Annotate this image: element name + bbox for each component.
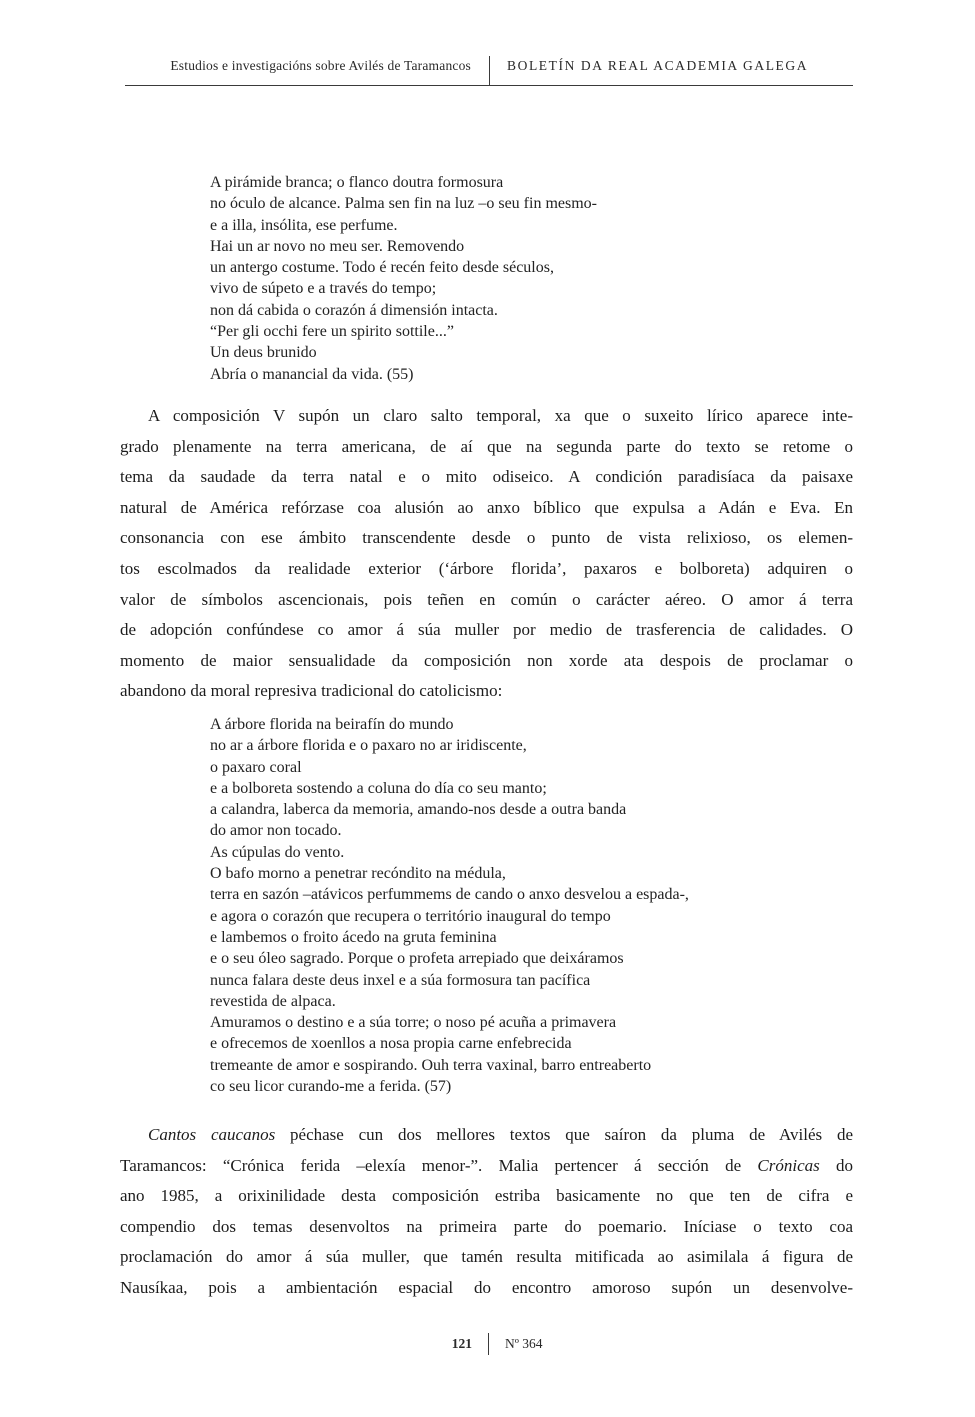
poem-line: no ar a árbore florida e o paxaro no ar iridiscente, (210, 737, 527, 755)
poem-line: do amor non tocado. (210, 822, 342, 840)
text-line: valor de símbolos ascencionais, pois teñen en común o carácter aéreo. O amor á terra (120, 589, 853, 609)
italic-text: Cantos caucanos (148, 1125, 276, 1144)
body-paragraph-1 (120, 401, 853, 707)
poem-line: nunca falara deste deus inxel e a súa formosura tan pacífica (210, 971, 591, 989)
poem-line: Un deus brunido (210, 344, 317, 362)
poem-quote-2 (210, 714, 689, 1097)
poem-line: non dá cabida o corazón á dimensión intacta. (210, 301, 498, 319)
page-footer (125, 1333, 853, 1355)
text-line: grado plenamente na terra americana, de aí que na segunda parte do texto se retome o (120, 436, 853, 456)
running-head-left: Estudios e investigacións sobre Avilés de Taramancos (125, 56, 490, 85)
poem-line: Abría o manancial da vida. (55) (210, 365, 414, 383)
poem-line: A pirámide branca; o flanco doutra formosura (210, 174, 504, 191)
text-line: compendio dos temas desenvoltos na primeira parte do poemario. Iníciase o texto coa (120, 1216, 853, 1236)
page-header (125, 56, 853, 86)
poem-line: e ofrecemos de xoenllos a nosa propia carne enfebrecida (210, 1035, 572, 1053)
issue-number: Nº 364 (505, 1336, 543, 1351)
poem-line: As cúpulas do vento. (210, 843, 345, 861)
poem-line: o paxaro coral (210, 758, 302, 776)
italic-text: Crónicas (757, 1155, 820, 1175)
poem-line: a calandra, laberca da memoria, amando-nos desde a outra banda (210, 801, 627, 819)
text-line: tema da saudade da terra natal e o mito odiseico. A condición paradisíaca da paisaxe (120, 467, 853, 487)
text-line: tos escolmados da realidade exterior (‘árbore florida’, paxaros e bolboreta) adquiren o (120, 558, 853, 578)
text-line (120, 1151, 853, 1182)
poem-line: revestida de alpaca. (210, 992, 336, 1010)
poem-line: e o seu óleo sagrado. Porque o profeta arrepiado que deixáramos (210, 950, 624, 968)
text-line: momento de maior sensualidade da composición non xorde ata despois de proclamar o (120, 650, 853, 670)
page-number: 121 (125, 1333, 489, 1355)
running-head-right: BOLETÍN DA REAL ACADEMIA GALEGA (507, 58, 809, 73)
poem-line: no óculo de alcance. Palma sen fin na luz –o seu fin mesmo- (210, 195, 597, 213)
poem-line: Amuramos o destino e a súa torre; o noso pé acuña a primavera (210, 1014, 617, 1032)
poem-line: e a bolboreta sostendo a coluna do día co seu manto; (210, 779, 547, 797)
plain-text: péchase cun dos mellores textos que saíron da pluma de Avilés de (275, 1125, 853, 1144)
plain-text: Taramancos: “Crónica ferida –elexía menor-”. Malia pertencer á sección de (120, 1155, 758, 1175)
poem-line: A árbore florida na beirafín do mundo (210, 716, 454, 733)
text-line: consonancia con ese ámbito transcendente desde o punto de vista relixioso, os elemen- (120, 528, 853, 548)
poem-line: e agora o corazón que recupera o território inaugural do tempo (210, 907, 611, 925)
plain-text: do (819, 1155, 854, 1175)
poem-line: “Per gli occhi fere un spirito sottile...” (210, 323, 454, 341)
poem-quote-1 (210, 172, 597, 385)
text-line: ano 1985, a orixinilidade desta composición estriba basicamente no que ten de cifra e (120, 1186, 853, 1206)
text-line: de adopción confúndese co amor á súa muller por medio de trasferencia de calidades. O (120, 620, 853, 640)
text-line: proclamación do amor á súa muller, que tamén resulta mitificada ao asimilala á figura de (120, 1247, 853, 1267)
poem-line: tremeante de amor e sospirando. Ouh terra vaxinal, barro entreaberto (210, 1056, 652, 1074)
poem-line: vivo de súpeto e a través do tempo; (210, 280, 437, 298)
text-line (120, 1120, 853, 1151)
poem-line: e lambemos o froito ácedo na gruta feminina (210, 928, 497, 946)
poem-line: terra en sazón –atávicos perfummems de cando o anxo desvelou a espada-, (210, 886, 689, 904)
poem-line: e a illa, insólita, ese perfume. (210, 216, 398, 234)
body-paragraph-2 (120, 1120, 853, 1304)
poem-line: co seu licor curando-me a ferida. (57) (210, 1078, 452, 1096)
poem-line: un antergo costume. Todo é recén feito desde séculos, (210, 259, 554, 277)
text-line: abandono da moral represiva tradicional do catolicismo: (120, 681, 503, 701)
text-line: natural de América refórzase coa alusión ao anxo bíblico que expulsa a Adán e Eva. En (120, 497, 853, 517)
text-line: Nausíkaa, pois a ambientación espacial do encontro amoroso supón un desenvolve- (120, 1277, 853, 1297)
text-line: A composición V supón un claro salto temporal, xa que o suxeito lírico aparece inte- (148, 406, 853, 425)
poem-line: Hai un ar novo no meu ser. Removendo (210, 237, 465, 255)
poem-line: O bafo morno a penetrar recóndito na médula, (210, 865, 506, 883)
